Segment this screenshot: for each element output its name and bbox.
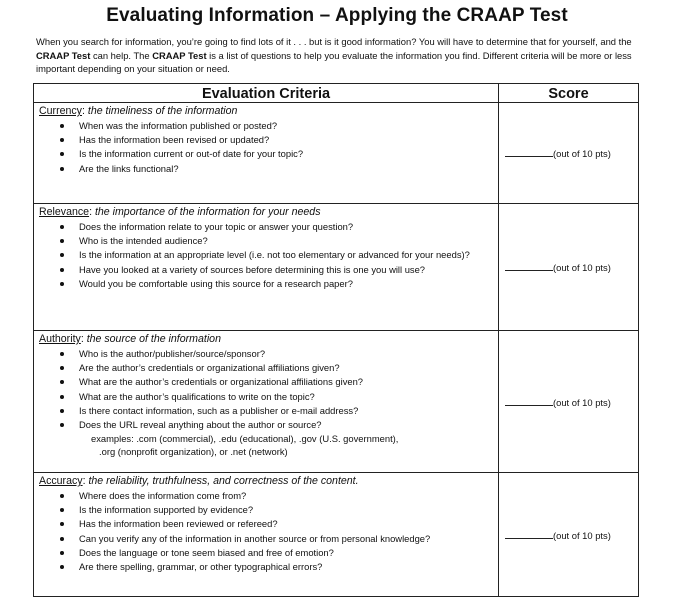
criterion-description: the importance of the information for your needs <box>94 206 321 218</box>
list-item: Has the information been reviewed or refereed? <box>79 517 494 531</box>
question-list <box>39 489 494 574</box>
list-item: Have you looked at a variety of sources before determining this is one you will use? <box>79 263 494 277</box>
list-item: What are the author’s qualifications to write on the topic? <box>79 390 494 404</box>
page-title: Evaluating Information – Applying the CRAAP Test <box>106 5 568 26</box>
score-blank[interactable] <box>505 147 553 157</box>
url-examples-line-2: .org (nonprofit organization), or .net (network) <box>99 446 288 458</box>
list-item: What are the author’s credentials or organizational affiliations given? <box>79 375 494 389</box>
list-item: Does the language or tone seem biased and free of emotion? <box>79 546 494 560</box>
question-list <box>39 119 494 176</box>
list-item: Are the links functional? <box>79 162 494 176</box>
table-row <box>34 331 639 473</box>
score-label: (out of 10 pts) <box>553 262 611 273</box>
list-item: Is there contact information, such as a publisher or e-mail address? <box>79 404 494 418</box>
score-cell-currency[interactable] <box>499 103 639 204</box>
score-cell-relevance[interactable] <box>499 204 639 331</box>
column-header-score: Score <box>499 84 639 103</box>
score-label: (out of 10 pts) <box>553 529 611 541</box>
criterion-heading: Relevance: the importance of the information for your needs <box>39 206 321 218</box>
table-row <box>34 473 639 597</box>
intro-text-1: When you search for information, you’re going to find lots of it . . . but is it good information? You will have to determine that for yourself, and the <box>36 36 632 47</box>
list-item: Who is the author/publisher/source/sponsor? <box>79 347 494 361</box>
table-row <box>34 204 639 331</box>
list-item: Are the author’s credentials or organizational affiliations given? <box>79 361 494 375</box>
criterion-name: Accuracy <box>39 475 83 487</box>
intro-text-3: is a list of questions to help you evaluate the information you find. Different criteria will be more or less important depending on your situation or need. <box>36 49 632 75</box>
list-item: Is the information current or out-of date for your topic? <box>79 147 494 161</box>
url-examples <box>39 432 494 458</box>
score-blank[interactable] <box>505 396 553 406</box>
criterion-description: the source of the information <box>86 333 221 345</box>
score-blank[interactable] <box>505 261 553 271</box>
criterion-name: Authority <box>39 333 81 345</box>
criterion-name: Relevance <box>39 206 90 218</box>
list-item: Has the information been revised or updated? <box>79 133 494 147</box>
list-item: Are there spelling, grammar, or other typographical errors? <box>79 560 494 574</box>
criteria-table <box>33 83 639 597</box>
list-item: Does the information relate to your topic or answer your question? <box>79 220 494 234</box>
intro-bold-2: CRAAP Test <box>152 49 207 61</box>
column-header-criteria: Evaluation Criteria <box>34 84 499 103</box>
question-list <box>39 347 494 432</box>
criterion-heading: Authority: the source of the information <box>39 333 221 345</box>
list-item: Where does the information come from? <box>79 489 494 503</box>
score-blank[interactable] <box>505 529 553 539</box>
score-cell-authority[interactable] <box>499 331 639 473</box>
list-item: Does the URL reveal anything about the author or source? <box>79 418 494 432</box>
criterion-heading: Accuracy: the reliability, truthfulness, and correctness of the content. <box>39 475 359 487</box>
intro-paragraph <box>36 35 636 76</box>
criterion-name: Currency <box>39 105 82 117</box>
intro-text-2: can help. The <box>90 49 153 61</box>
intro-bold-1: CRAAP Test <box>36 49 91 61</box>
criteria-cell-currency <box>34 103 499 204</box>
list-item: Who is the intended audience? <box>79 234 494 248</box>
score-label: (out of 10 pts) <box>553 396 611 408</box>
list-item: Can you verify any of the information in another source or from personal knowledge? <box>79 532 494 546</box>
table-row <box>34 103 639 204</box>
score-cell-accuracy[interactable] <box>499 473 639 597</box>
criterion-heading: Currency: the timeliness of the information <box>39 105 238 117</box>
criterion-description: the reliability, truthfulness, and correctness of the content. <box>88 475 359 487</box>
question-list <box>39 220 494 291</box>
criteria-cell-accuracy <box>34 473 499 597</box>
criteria-cell-authority <box>34 331 499 473</box>
list-item: Would you be comfortable using this source for a research paper? <box>79 277 494 291</box>
list-item: When was the information published or posted? <box>79 119 494 133</box>
list-item: Is the information supported by evidence? <box>79 503 494 517</box>
table-header-row <box>34 84 639 103</box>
criterion-description: the timeliness of the information <box>87 105 238 117</box>
criteria-cell-relevance <box>34 204 499 331</box>
url-examples-line-1: examples: .com (commercial), .edu (educational), .gov (U.S. government), <box>91 433 399 445</box>
list-item: Is the information at an appropriate level (i.e. not too elementary or advanced for your needs)? <box>79 248 494 262</box>
score-label: (out of 10 pts) <box>553 148 611 159</box>
